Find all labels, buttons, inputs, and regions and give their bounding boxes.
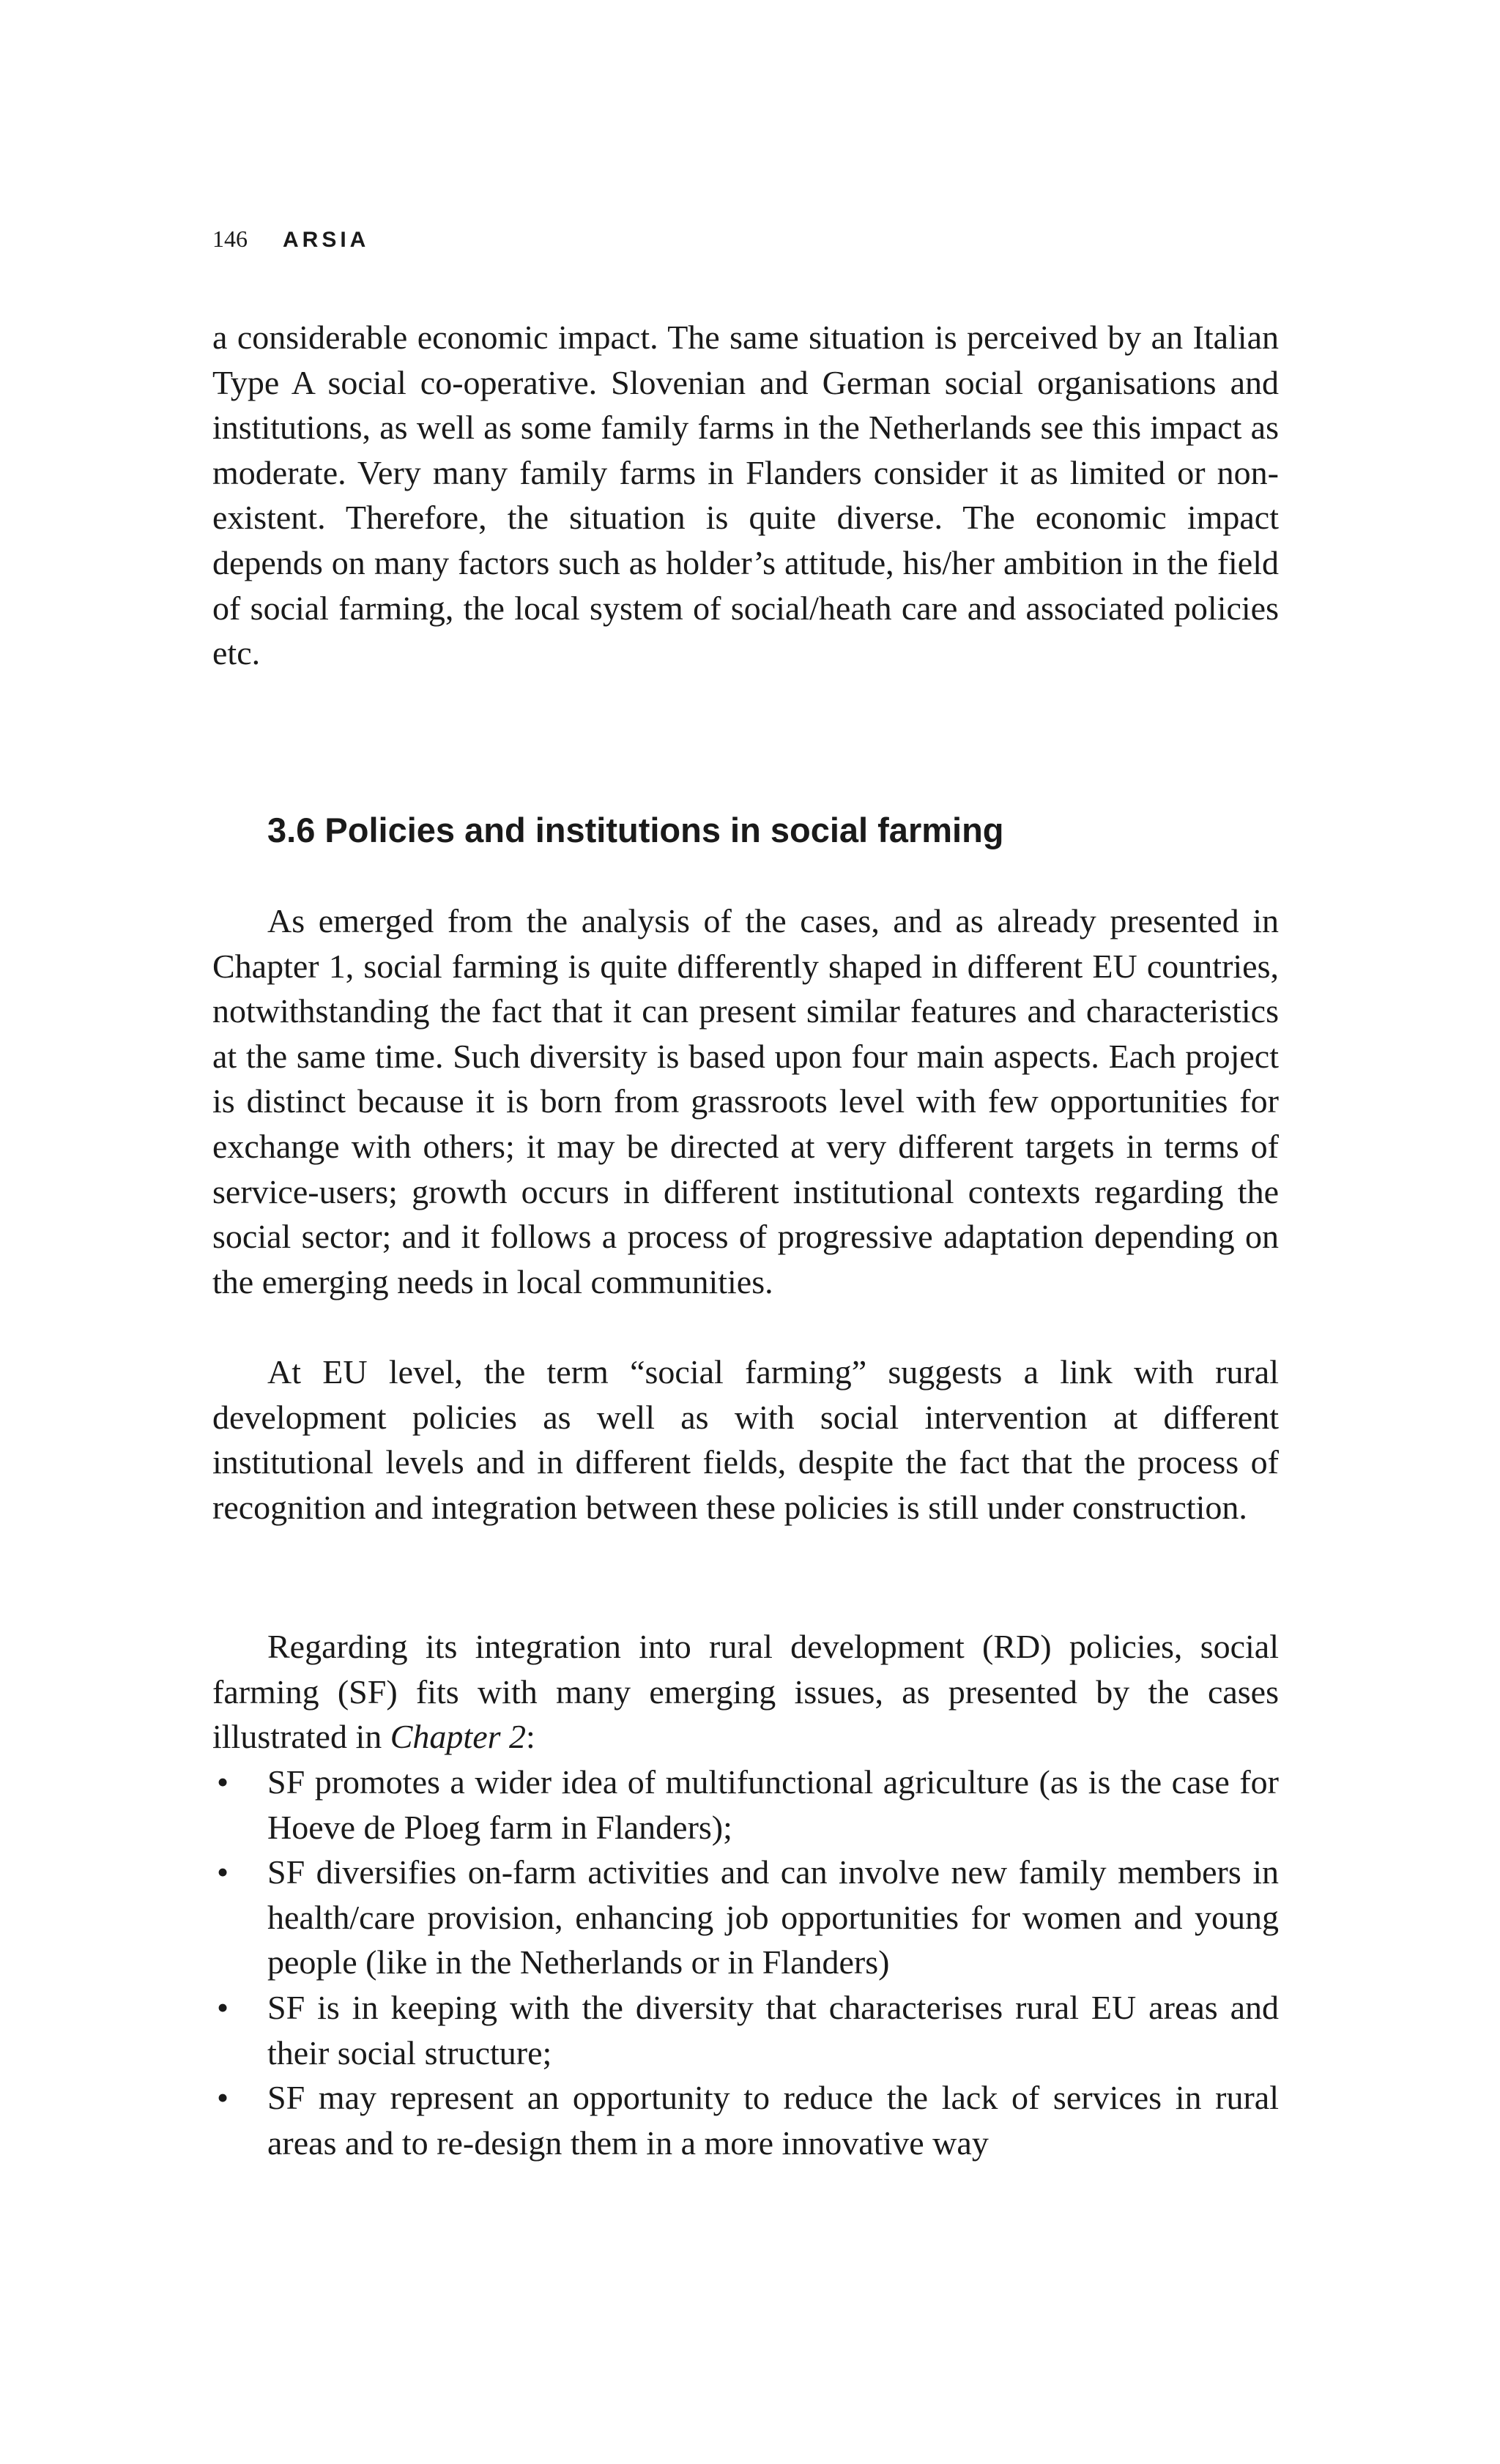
chapter-reference: Chapter 2 [390, 1718, 527, 1756]
list-item-text: SF may represent an opportunity to reduce the lack of services in rural areas and to re-design them in a more innovative way [267, 2079, 1279, 2162]
list-item [212, 1760, 1279, 1850]
list-item-text: SF diversifies on-farm activities and can involve new family members in health/care provision, enhancing job opportunities for women and young people (like in the Netherlands or in Flanders) [267, 1853, 1279, 1981]
list-item [212, 1985, 1279, 2075]
paragraph-diversity: As emerged from the analysis of the cases, and as already presented in Chapter 1, social farming is quite differently shaped in different EU countries, notwithstanding the fact that it can present similar features and characteristics at the same time. Such diversity is based upon four main aspects. Each project is distinct because it is born from grassroots level with few opportunities for exchange with others; it may be directed at very different targets in terms of service-users; growth occurs in different institutional contexts regarding the social sector; and it follows a process of progressive adaptation depending on the emerging needs in local communities. [212, 902, 1279, 1300]
paragraph-eu-level: At EU level, the term “social farming” suggests a link with rural development policies as well as with social intervention at different institutional levels and in different fields, despite the fact that the process of recognition and integration between these policies is still under construction. [212, 1353, 1279, 1526]
paragraph-rd-policies-colon: : [526, 1718, 535, 1756]
list-item-text: SF is in keeping with the diversity that characterises rural EU areas and their social structure; [267, 1988, 1279, 2072]
paragraph-rd-policies-text: Regarding its integration into rural development (RD) policies, social farming (SF) fits with many emerging issues, as presented by the cases illustrated in [212, 1628, 1279, 1756]
bullet-icon: • [217, 2079, 229, 2117]
list-item [212, 1850, 1279, 1985]
paragraph-rd-policies [212, 1624, 1279, 1760]
bullet-icon: • [217, 1763, 229, 1801]
page-number: 146 [212, 226, 248, 252]
paragraph-economic-impact: a considerable economic impact. The same situation is perceived by an Italian Type A social co-operative. Slovenian and German social organisations and institutions, as well as some family farms in the Netherlands see this impact as moderate. Very many family farms in Flanders consider it as limited or non-existent. Therefore, the situation is quite diverse. The economic impact depends on many factors such as holder’s attitude, his/her ambition in the field of social farming, the local system of social/heath care and associated policies etc. [212, 319, 1279, 672]
section-heading: 3.6 Policies and institutions in social farming [267, 811, 1004, 849]
book-title: ARSIA [283, 228, 370, 252]
running-head [212, 224, 369, 255]
list-item-text: SF promotes a wider idea of multifunctional agriculture (as is the case for Hoeve de Ploeg farm in Flanders); [267, 1763, 1279, 1846]
bullet-icon: • [217, 1988, 229, 2026]
bullet-icon: • [217, 1853, 229, 1891]
bullet-list [212, 1760, 1279, 2165]
list-item [212, 2075, 1279, 2165]
